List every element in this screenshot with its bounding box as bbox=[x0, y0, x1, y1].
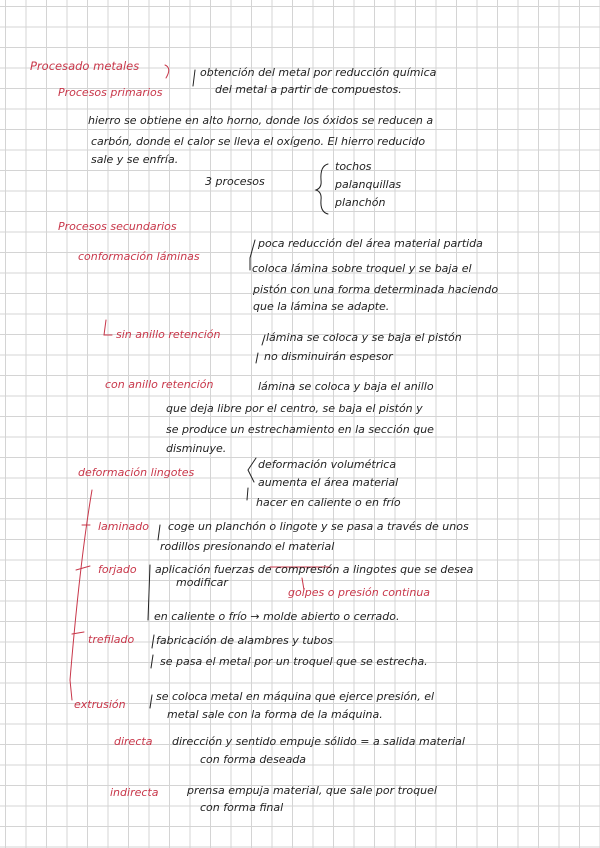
laminado-label: laminado bbox=[98, 520, 149, 533]
primarios-label: Procesos primarios bbox=[58, 86, 163, 99]
deformacion-feature-1: deformación volumétrica bbox=[258, 458, 397, 471]
conformacion-def-line-3: pistón con una forma determinada haciendo bbox=[253, 283, 499, 296]
laminado-line-1: coge un planchón o lingote y se pasa a través de unos bbox=[168, 520, 469, 533]
primarios-desc-line-3: sale y se enfría. bbox=[91, 153, 179, 166]
page-heading: Procesado metales bbox=[30, 59, 140, 73]
deformacion-label: deformación lingotes bbox=[78, 466, 195, 479]
sin-anillo-line-2: no disminuirán espesor bbox=[264, 350, 393, 363]
indirecta-line-1: prensa empuja material, que sale por troquel bbox=[187, 784, 437, 797]
sin-anillo-line-1: lámina se coloca y se baja el pistón bbox=[266, 331, 462, 344]
primarios-desc-line-1: hierro se obtiene en alto horno, donde los óxidos se reducen a bbox=[88, 114, 434, 127]
deformacion-feature-2: aumenta el área material bbox=[258, 476, 399, 489]
conformacion-def-line-2: coloca lámina sobre troquel y se baja el bbox=[252, 262, 472, 275]
conformacion-label: conformación láminas bbox=[78, 250, 200, 263]
proceso-item-2: palanquillas bbox=[335, 178, 402, 191]
forjado-line-2: modificar bbox=[176, 576, 228, 589]
trefilado-line-1: fabricación de alambres y tubos bbox=[156, 634, 333, 647]
trefilado-line-2: se pasa el metal por un troquel que se estrecha. bbox=[160, 655, 428, 668]
conformacion-def-line-1: poca reducción del área material partida bbox=[258, 237, 483, 250]
laminado-line-2: rodillos presionando el material bbox=[160, 540, 335, 553]
extrusion-label: extrusión bbox=[74, 698, 126, 711]
directa-label: directa bbox=[114, 735, 153, 748]
primarios-def-line-2: del metal a partir de compuestos. bbox=[215, 83, 402, 96]
sin-anillo-label: sin anillo retención bbox=[116, 328, 221, 341]
deformacion-feature-3: hacer en caliente o en frío bbox=[256, 496, 401, 509]
secundarios-label: Procesos secundarios bbox=[58, 220, 177, 233]
proceso-item-1: tochos bbox=[335, 160, 372, 173]
extrusion-line-2: metal sale con la forma de la máquina. bbox=[167, 708, 383, 721]
con-anillo-label: con anillo retención bbox=[105, 378, 214, 391]
indirecta-label: indirecta bbox=[110, 786, 159, 799]
forjado-note: golpes o presión continua bbox=[288, 586, 431, 599]
forjado-line-1: aplicación fuerzas de compresión a lingotes que se desea bbox=[155, 563, 474, 576]
forjado-extra: en caliente o frío → molde abierto o cerrado. bbox=[154, 610, 400, 623]
directa-line-1: dirección y sentido empuje sólido = a salida material bbox=[172, 735, 465, 748]
trefilado-label: trefilado bbox=[88, 633, 135, 646]
directa-line-2: con forma deseada bbox=[200, 753, 307, 766]
extrusion-line-1: se coloca metal en máquina que ejerce presión, el bbox=[156, 690, 435, 703]
con-anillo-line-2: que deja libre por el centro, se baja el pistón y bbox=[166, 402, 423, 415]
primarios-desc-line-2: carbón, donde el calor se lleva el oxígeno. El hierro reducido bbox=[91, 135, 426, 148]
con-anillo-line-3: se produce un estrechamiento en la sección que bbox=[166, 423, 434, 436]
primarios-def-line-1: obtención del metal por reducción química bbox=[200, 66, 437, 79]
forjado-label: forjado bbox=[98, 563, 137, 576]
con-anillo-line-4: disminuye. bbox=[166, 442, 227, 455]
proceso-item-3: planchón bbox=[335, 196, 386, 209]
indirecta-line-2: con forma final bbox=[200, 801, 284, 814]
con-anillo-line-1: lámina se coloca y baja el anillo bbox=[258, 380, 434, 393]
conformacion-def-line-4: que la lámina se adapte. bbox=[253, 300, 390, 313]
procesos-label: 3 procesos bbox=[205, 175, 265, 188]
